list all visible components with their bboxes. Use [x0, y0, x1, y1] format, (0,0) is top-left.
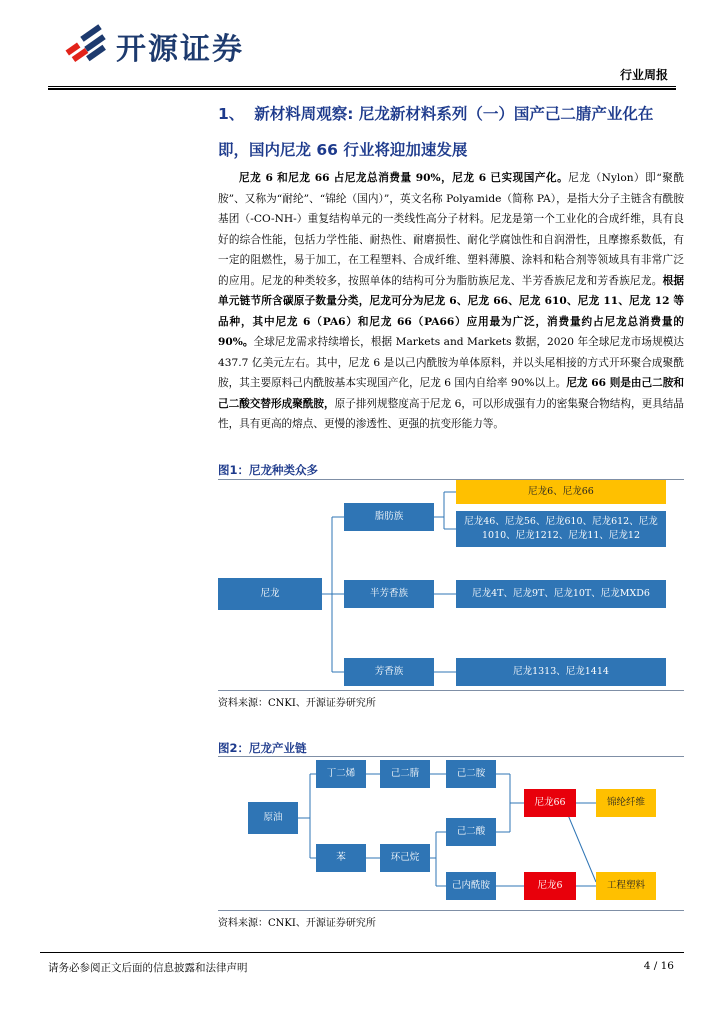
figure2-bottom-rule: [218, 910, 684, 911]
fig2-adiponitrile: 己二腈: [380, 760, 430, 788]
fig1-root-nylon: 尼龙: [218, 578, 322, 610]
figure2-source: 资料来源：CNKI、开源证券研究所: [218, 918, 376, 929]
fig1-leaf-aliphatic-others: 尼龙46、尼龙56、尼龙610、尼龙612、尼龙1010、尼龙1212、尼龙11、尼龙12: [456, 511, 666, 547]
fig2-adipic-acid: 己二酸: [446, 818, 496, 846]
section-number: 1、: [218, 105, 245, 123]
para-text-2: 全球尼龙需求持续增长，根据 Markets and Markets 数据，2020 年全球尼龙市场规模达 437.7 亿美元左右。其中，尼龙 6 是以己内酰胺为单体原料，并以头尾相接的方式开环聚合成聚酰胺，其主要原料己内酰胺基本实现国产化，尼龙 6 国内自给率 90%以上。: [218, 336, 684, 389]
fig2-hexamethylenediamine: 己二胺: [446, 760, 496, 788]
figure1-bottom-rule: [218, 690, 684, 691]
fig1-branch-semi-aromatic: 半芳香族: [344, 580, 434, 608]
figure2-rule: [218, 756, 684, 757]
fig2-pa6: 尼龙6: [524, 872, 576, 900]
footer-rule: [40, 952, 684, 953]
fig1-leaf-pa6-pa66: 尼龙6、尼龙66: [456, 480, 666, 504]
page-number: 4 / 16: [643, 960, 674, 972]
fig2-caprolactam: 己内酰胺: [446, 872, 496, 900]
fig2-pa66: 尼龙66: [524, 789, 576, 817]
fig1-branch-aromatic: 芳香族: [344, 658, 434, 686]
figure1-source: 资料来源：CNKI、开源证券研究所: [218, 698, 376, 709]
figure1-title: 图1：尼龙种类众多: [218, 463, 319, 477]
brand-name: 开源证券: [116, 32, 244, 67]
figure2-title: 图2：尼龙产业链: [218, 741, 307, 755]
para-bold-3: 尼龙 66 则是由己二胺和己二酸交替形成聚酰胺，: [218, 377, 684, 410]
fig2-butadiene: 丁二烯: [316, 760, 366, 788]
fig1-branch-aliphatic: 脂肪族: [344, 503, 434, 531]
fig1-leaf-semi-aromatic: 尼龙4T、尼龙9T、尼龙10T、尼龙MXD6: [456, 580, 666, 608]
fig2-crude-oil: 原油: [248, 802, 298, 834]
section-title: 新材料周观察: 尼龙新材料系列（一）国产己二腈产业化在即，国内尼龙 66 行业将迎加速发展: [218, 105, 654, 159]
fig1-leaf-aromatic: 尼龙1313、尼龙1414: [456, 658, 666, 686]
para-text-3: 原子排列规整度高于尼龙 6，可以形成强有力的密集聚合物结构，更具结晶性，具有更高的熔点、更慢的渗透性、更强的抗变形能力等。: [218, 397, 684, 430]
fig2-cyclohexane: 环己烷: [380, 844, 430, 872]
para-bold-1: 尼龙 6 和尼龙 66 占尼龙总消费量 90%，尼龙 6 已实现国产化。: [239, 172, 569, 184]
para-bold-2: 根据单元链节所含碳原子数量分类，尼龙可分为尼龙 6、尼龙 66、尼龙 610、尼龙 11、尼龙 12 等品种，其中尼龙 6（PA6）和尼龙 66（PA66）应用最为广泛，消费量约占尼龙总消费量的 90%。: [218, 274, 684, 348]
fig2-engineering-plastic: 工程塑料: [596, 872, 656, 900]
fig2-nylon-fiber: 锦纶纤维: [596, 789, 656, 817]
fig2-benzene: 苯: [316, 844, 366, 872]
report-type: 行业周报: [619, 68, 668, 82]
footer-disclaimer: 请务必参阅正文后面的信息披露和法律声明: [48, 962, 248, 974]
para-text-1: 尼龙（Nylon）即“聚酰胺”、又称为“耐纶”、“锦纶（国内）”，英文名称 Polyamide（简称 PA），是指大分子主链含有酰胺基团（-CO-NH-）重复结构单元的一类线性高分子材料。尼龙是第一个工业化的合成纤维，具有良好的综合性能，包括力学性能、耐热性、耐磨损性、耐化学腐蚀性和自润滑性，且摩擦系数低，有一定的阻燃性，易于加工，在工程塑料、合成纤维、塑料薄膜、涂料和粘合剂等领域具有非常广泛的应用。尼龙的种类较多，按照单体的结构可分为脂肪族尼龙、半芳香族尼龙和芳香族尼龙。: [218, 172, 684, 287]
